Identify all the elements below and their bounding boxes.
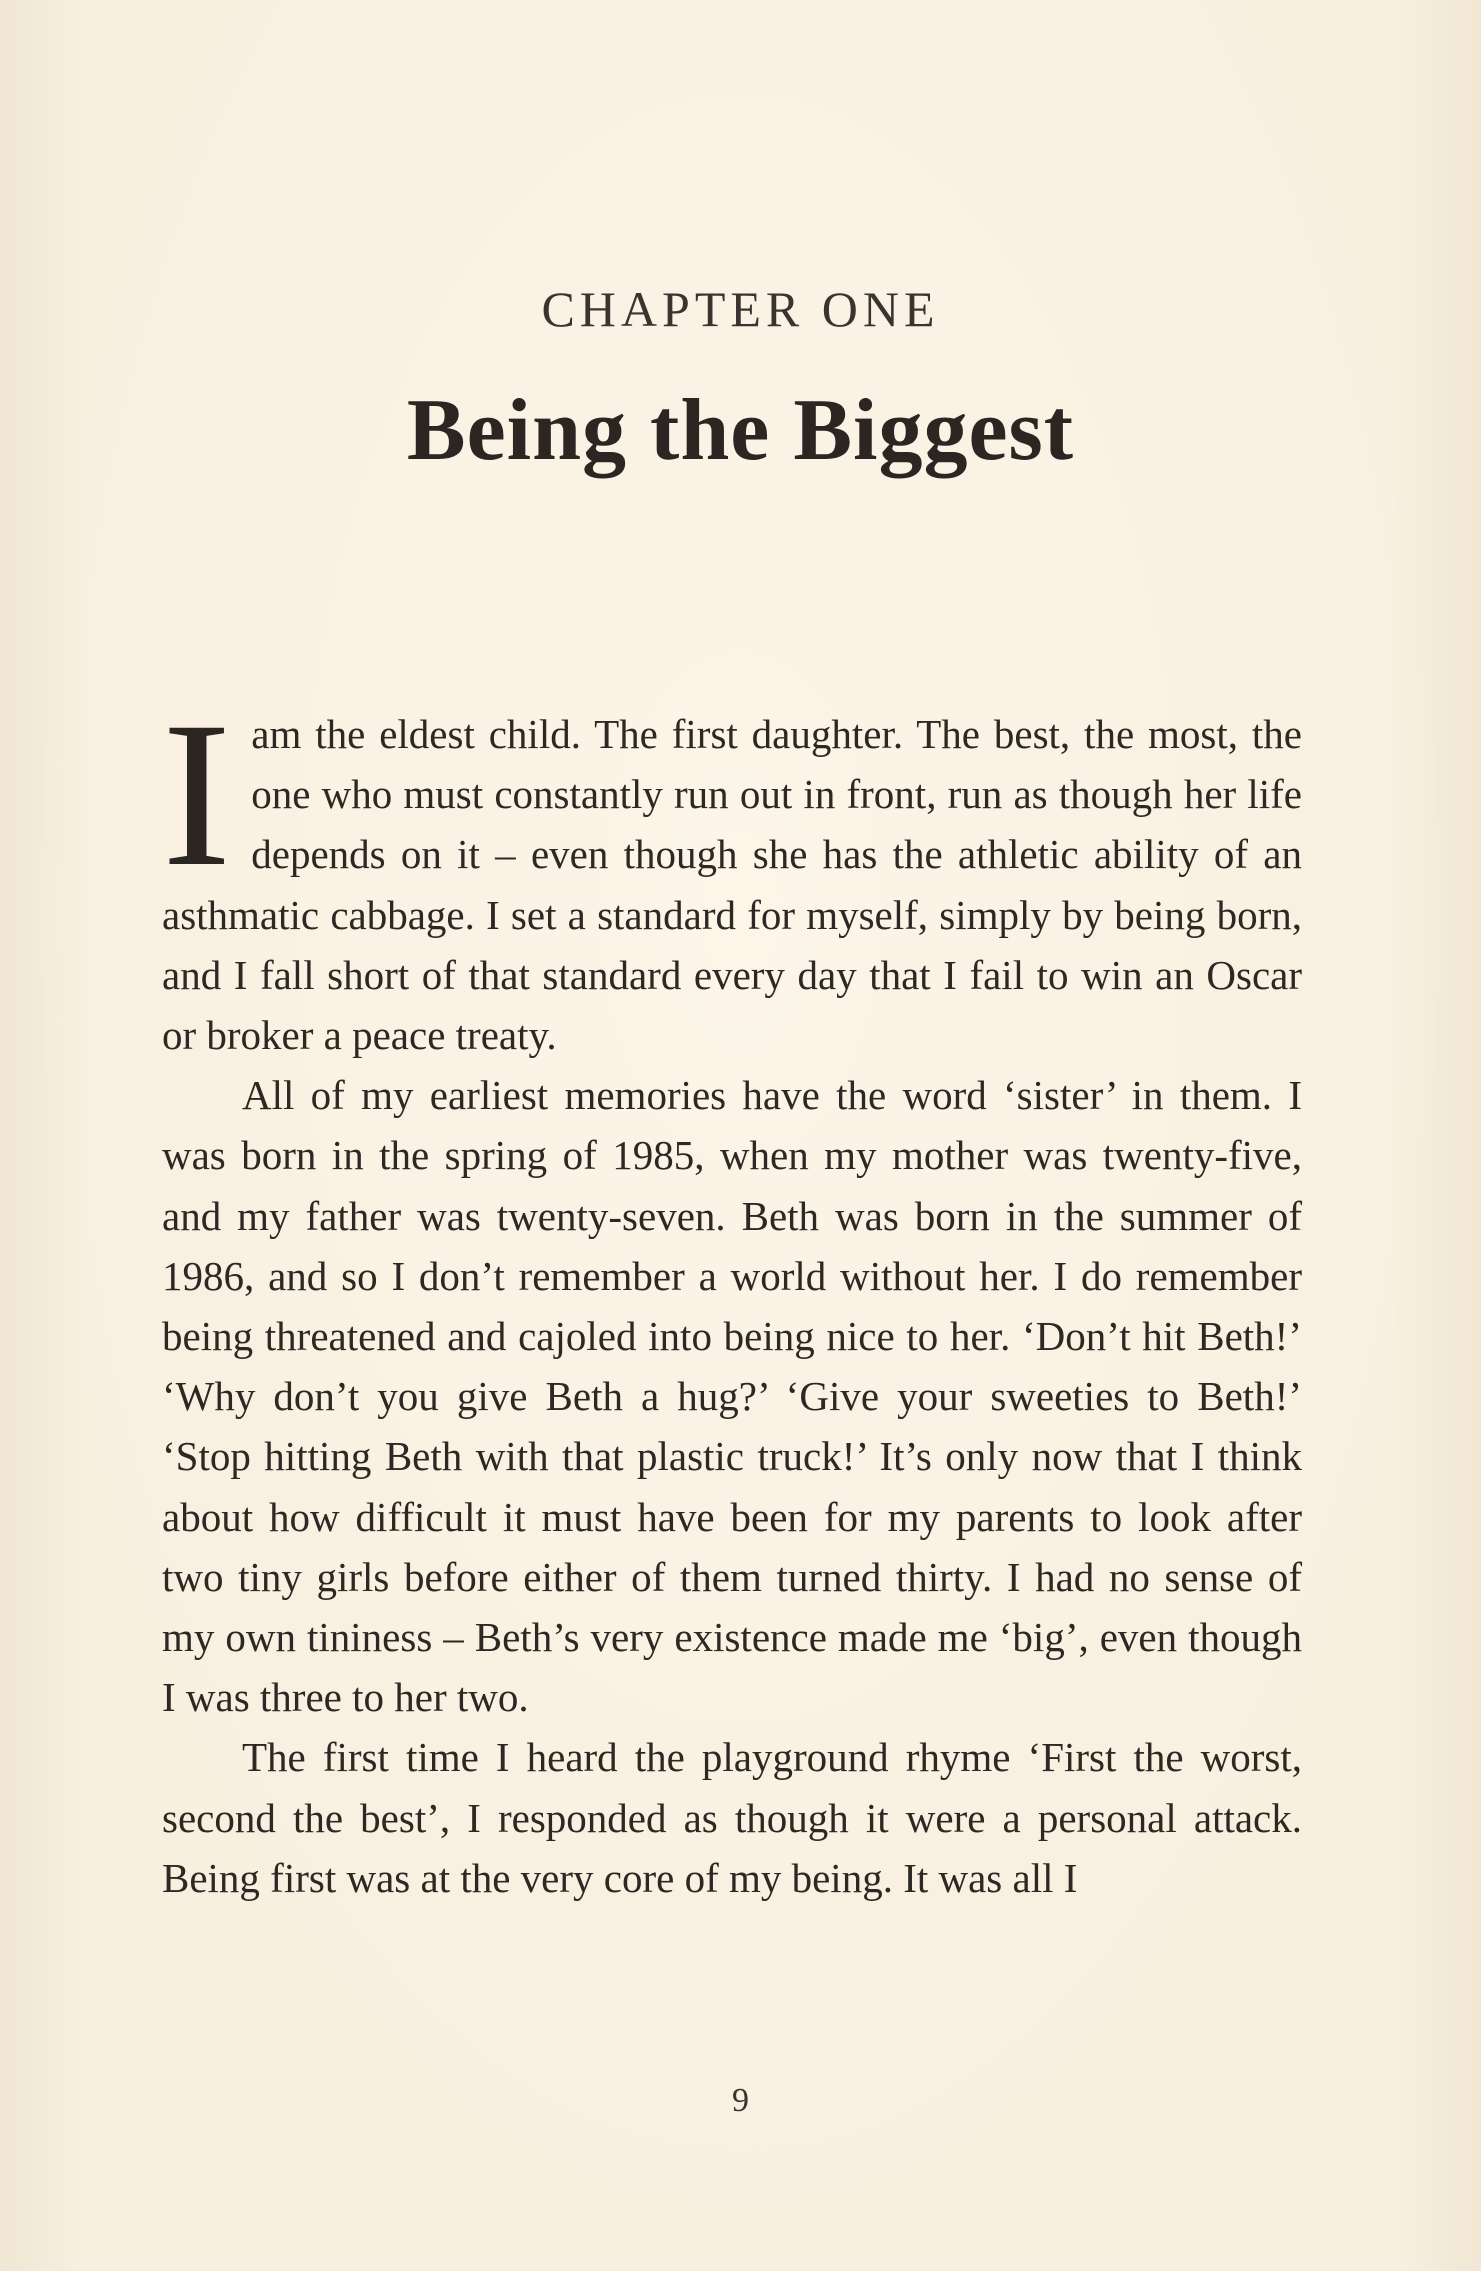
chapter-title: Being the Biggest: [406, 382, 1075, 479]
paragraph-1: [162, 679, 1302, 1065]
paragraph-2: All of my earliest memories have the word ‘sister’ in them. I was born in the spring of 1985, when my mother was twenty-five, and my father was twenty-seven. Beth was born in the summer of 1986, and so I don’t remember a world without her. I do remember being threatened and cajoled into being nice to her. ‘Don’t hit Beth!’ ‘Why don’t you give Beth a hug?’ ‘Give your sweeties to Beth!’ ‘Stop hitting Beth with that plastic truck!’ It’s only now that I think about how difficult it must have been for my parents to look after two tiny girls before either of them turned thirty. I had no sense of my own tininess – Beth’s very existence made me ‘big’, even though I was three to her two.: [162, 1072, 1302, 1721]
page-number: 9: [732, 2082, 749, 2119]
chapter-label: CHAPTER ONE: [541, 281, 940, 337]
drop-cap: I: [162, 679, 232, 909]
body-text: [162, 679, 1302, 1908]
paragraph-3: The first time I heard the playground rhyme ‘First the worst, second the best’, I responded as though it were a personal attack. Being first was at the very core of my being. It was all I: [162, 1734, 1302, 1901]
paragraph-1-text: am the eldest child. The first daughter. The best, the most, the one who must constantly run out in front, run as though her life depends on it – even though she has the athletic ability of an asthmatic cabbage. I set a standard for myself, simply by being born, and I fall short of that standard every day that I fail to win an Oscar or broker a peace treaty.: [162, 711, 1302, 1059]
